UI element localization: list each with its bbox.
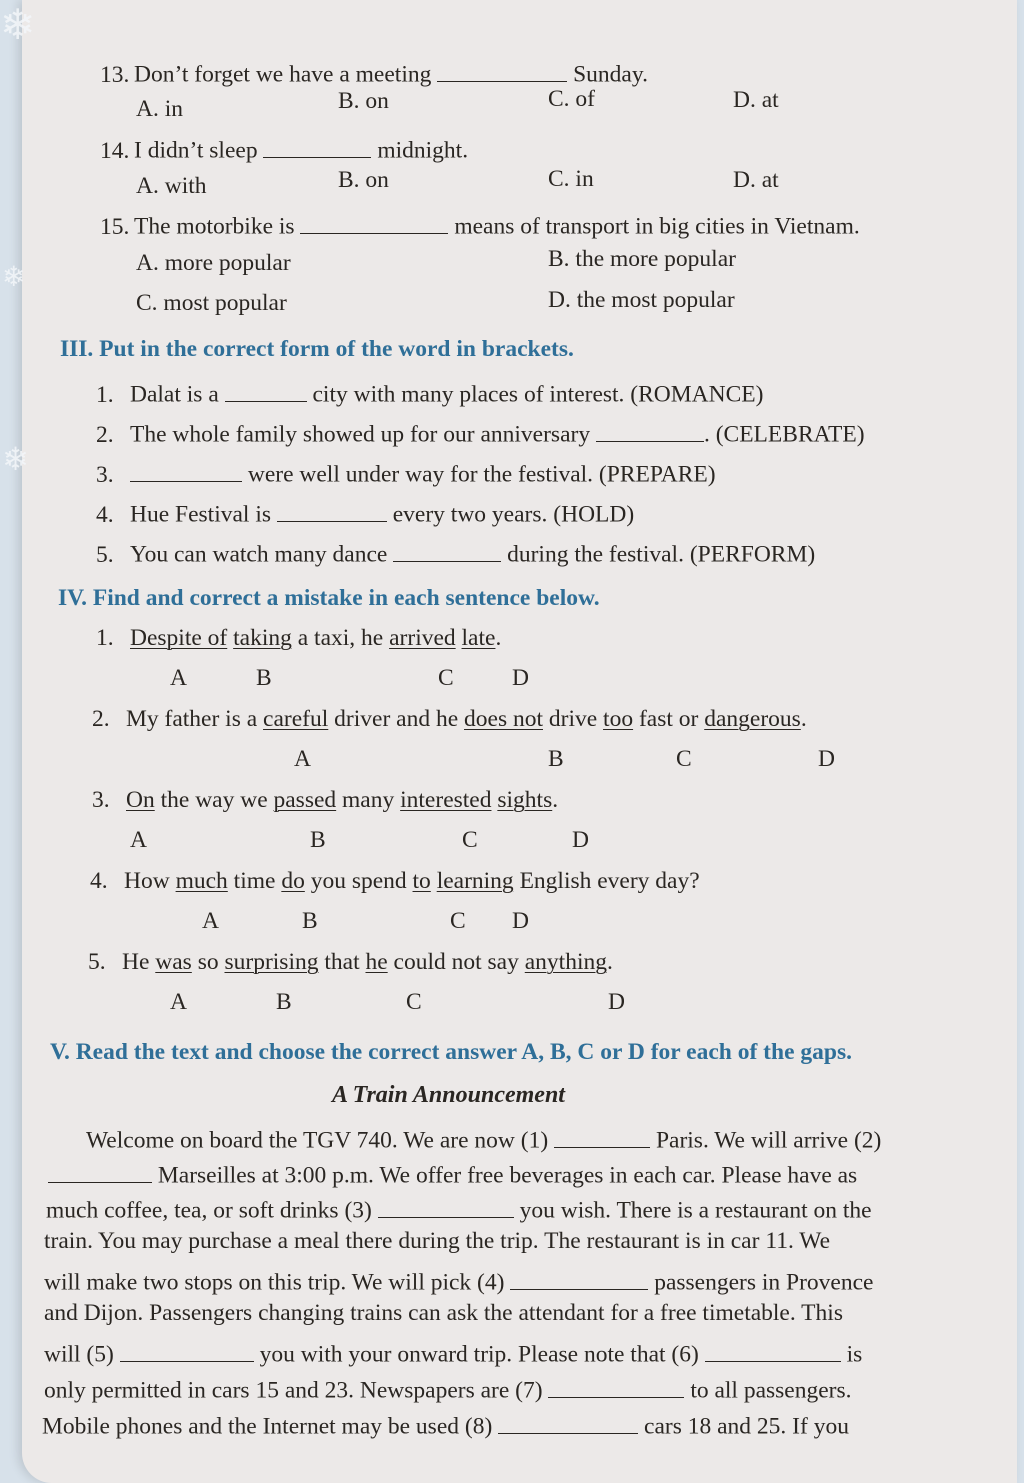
passage-line: Mobile phones and the Internet may be used (8) cars 18 and 25. If you	[42, 1410, 849, 1439]
passage-line: much coffee, tea, or soft drinks (3) you wish. There is a restaurant on the	[46, 1194, 872, 1223]
gap-7-blank[interactable]	[548, 1374, 684, 1398]
answer-blank[interactable]	[596, 418, 704, 442]
answer-blank[interactable]	[393, 538, 501, 562]
mistake-sentence-2: 2. My father is a careful driver and he does not drive too fast or dangerous.	[92, 706, 807, 732]
answer-blank[interactable]	[225, 378, 307, 402]
gap-2-blank[interactable]	[48, 1159, 152, 1183]
gap-3-blank[interactable]	[378, 1194, 514, 1218]
choice-letter[interactable]: B	[548, 746, 564, 772]
choice-letter[interactable]: C	[462, 827, 478, 853]
option-d[interactable]: D. at	[733, 87, 779, 113]
answer-blank[interactable]	[130, 458, 242, 482]
section-5-heading: V. Read the text and choose the correct answer A, B, C or D for each of the gaps.	[50, 1039, 852, 1065]
section-3-item: 3. were well under way for the festival. (PREPARE)	[96, 458, 716, 487]
choice-letter[interactable]: B	[276, 989, 292, 1015]
section-3-item: 2. The whole family showed up for our anniversary . (CELEBRATE)	[96, 418, 865, 447]
option-a[interactable]: A. with	[136, 173, 207, 199]
question-15: 15. The motorbike is means of transport in big cities in Vietnam.	[100, 210, 860, 239]
passage-line: and Dijon. Passengers changing trains can ask the attendant for a free timetable. This	[44, 1300, 843, 1326]
choice-letter[interactable]: D	[572, 827, 589, 853]
choice-letter[interactable]: C	[438, 665, 454, 691]
gap-6-blank[interactable]	[705, 1338, 841, 1362]
passage-line: will make two stops on this trip. We will pick (4) passengers in Provence	[44, 1266, 873, 1295]
passage-line: only permitted in cars 15 and 23. Newspapers are (7) to all passengers.	[44, 1374, 852, 1403]
snowflake-decoration-icon: ❄	[2, 440, 29, 478]
snowflake-decoration-icon: ❄	[0, 0, 36, 49]
passage-line: train. You may purchase a meal there during the trip. The restaurant is in car 11. We	[44, 1228, 830, 1254]
option-b[interactable]: B. on	[338, 88, 389, 114]
section-3-item: 1. Dalat is a city with many places of interest. (ROMANCE)	[96, 378, 763, 407]
choice-letter[interactable]: A	[170, 665, 187, 691]
option-c[interactable]: C. in	[548, 166, 594, 192]
gap-5-blank[interactable]	[120, 1338, 254, 1362]
choice-letter[interactable]: A	[294, 746, 311, 772]
mistake-sentence-5: 5. He was so surprising that he could not say anything.	[88, 949, 613, 975]
choice-letter[interactable]: A	[170, 989, 187, 1015]
option-b[interactable]: B. the more popular	[548, 246, 736, 272]
choice-letter[interactable]: D	[512, 908, 529, 934]
question-13: 13. Don’t forget we have a meeting Sunday.	[100, 58, 648, 87]
passage-line: Welcome on board the TGV 740. We are now (1) Paris. We will arrive (2)	[86, 1124, 881, 1153]
choice-letter[interactable]: D	[818, 746, 835, 772]
choice-letter[interactable]: C	[406, 989, 422, 1015]
answer-blank[interactable]	[277, 498, 387, 522]
snowflake-decoration-icon: ❄	[2, 260, 26, 293]
option-c[interactable]: C. of	[548, 86, 595, 112]
passage-line: Marseilles at 3:00 p.m. We offer free beverages in each car. Please have as	[48, 1159, 857, 1188]
mistake-sentence-4: 4. How much time do you spend to learning English every day?	[90, 868, 700, 894]
passage-title: A Train Announcement	[332, 1082, 565, 1108]
choice-letter[interactable]: A	[202, 908, 219, 934]
section-3-heading: III. Put in the correct form of the word in brackets.	[60, 336, 574, 362]
mistake-sentence-1: 1. Despite of taking a taxi, he arrived late.	[96, 625, 502, 651]
option-d[interactable]: D. the most popular	[548, 287, 735, 313]
choice-letter[interactable]: B	[256, 665, 272, 691]
passage-line: will (5) you with your onward trip. Please note that (6) is	[44, 1338, 862, 1367]
answer-blank[interactable]	[300, 210, 448, 234]
answer-blank[interactable]	[263, 134, 371, 158]
section-3-item: 5. You can watch many dance during the festival. (PERFORM)	[96, 538, 815, 567]
choice-letter[interactable]: D	[512, 665, 529, 691]
choice-letter[interactable]: B	[310, 827, 326, 853]
gap-4-blank[interactable]	[510, 1266, 648, 1290]
option-c[interactable]: C. most popular	[136, 290, 287, 316]
choice-letter[interactable]: B	[302, 908, 318, 934]
choice-letter[interactable]: C	[450, 908, 466, 934]
choice-letter[interactable]: D	[608, 989, 625, 1015]
option-a[interactable]: A. more popular	[136, 250, 291, 276]
answer-blank[interactable]	[437, 58, 567, 82]
question-14: 14. I didn’t sleep midnight.	[100, 134, 468, 163]
gap-8-blank[interactable]	[498, 1410, 638, 1434]
option-b[interactable]: B. on	[338, 167, 389, 193]
section-3-item: 4. Hue Festival is every two years. (HOLD)	[96, 498, 634, 527]
choice-letter[interactable]: A	[130, 827, 147, 853]
gap-1-blank[interactable]	[554, 1124, 650, 1148]
option-a[interactable]: A. in	[136, 96, 183, 122]
mistake-sentence-3: 3. On the way we passed many interested sights.	[92, 787, 559, 813]
section-4-heading: IV. Find and correct a mistake in each sentence below.	[58, 585, 600, 611]
option-d[interactable]: D. at	[733, 167, 779, 193]
choice-letter[interactable]: C	[676, 746, 692, 772]
